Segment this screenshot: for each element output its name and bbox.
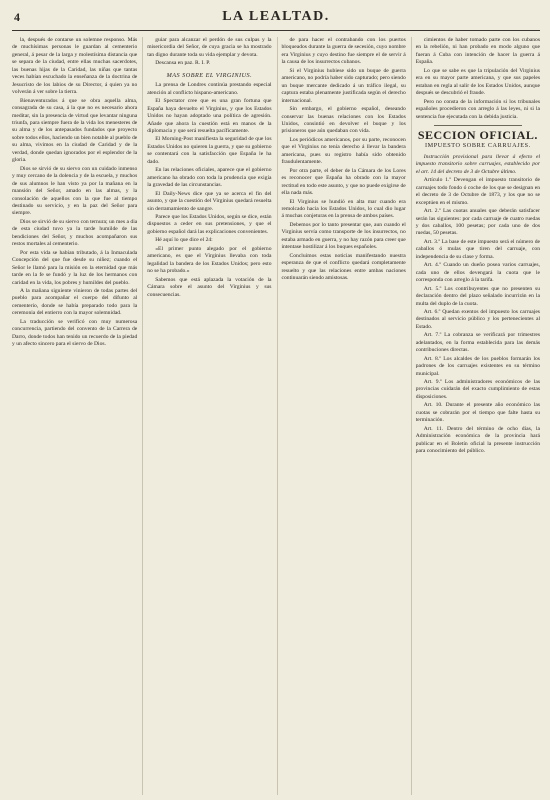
- paragraph: Art. 8.º Los alcaldes de los pueblos formarán los padrones de los carruajes existentes en su término municipal.: [415, 355, 540, 377]
- page-number: 4: [14, 10, 20, 24]
- official-subheading: IMPUESTO SOBRE CARRUAJES.: [424, 142, 531, 150]
- paragraph: Artículo 1.º Devengan el impuesto transitorio de carruajes todo fondo ó coche de los que se designan en el decreto de 3 de Octubre de 1873, y los que no se exceptúen en el mismo.: [415, 177, 540, 206]
- paragraph: Sabemos que está aplazada la votación de la Cámara sobre el asunto del Virginius y sus consecuencias.: [147, 276, 272, 298]
- masthead: [12, 8, 540, 31]
- paragraph: El Spectator cree que es una gran fortuna que España haya devuelto el Virginius, y que los Estados Unidos no hayan adoptado una política de agresión. Añade que ahora la cuestión está en manos de la diplomacia y que será resuelta pacíficamente.: [147, 98, 272, 134]
- paragraph: El Virginius se hundió en alta mar cuando era remolcado hacia los Estados Unidos, lo cual dio lugar á muchas conjeturas en la prensa de ambos países.: [281, 198, 406, 220]
- paragraph: Dios se sirvió de su siervo con ternura; un mes a dia de esta ciudad tuvo ya la tarde humilde de las bendiciones del Señor, y muchos acompañaron sus restos mortales al cementerio.: [12, 218, 138, 248]
- paragraph: Concluimos estas noticias manifestando nuestra esperanza de que el conflicto quedará completamente resuelto y que las relaciones entre ambas naciones continuarán siendo amistosas.: [281, 252, 406, 282]
- paragraph: Si el Virginius hubiese sido un buque de guerra americano, no podría haber sido capturado; pero siendo un buque mercante dedicado á un tráfico ilegal, su captura estaba plenamente justificada según el derecho internacional.: [281, 67, 406, 104]
- column-3: [277, 37, 406, 795]
- paragraph: Bienaventurados á que se obra aquella alma, consagrada de su casa, á la que no es necesario ahora meditar, sin la presencia de virtud que levantar ninguna triunfa, para siempre fuera de la vida los menesteres de su alma y de los antepasados fundados que proyecto sobre todos ellos, haciendo un bien notable al pueblo de su alma, vivimos en la ciudad de Caridad y de la verdad, donde quedan ignorados por el esplendor de la gloria.: [12, 97, 138, 164]
- paragraph: Art. 6.º Quedan exentos del impuesto los carruajes destinados al servicio público y los pertenecientes al Estado.: [415, 308, 540, 330]
- paragraph: A la mañana siguiente vinieron de todas partes del pueblo para acompañar el cuerpo del difunto al cementerio, donde se había preparado todo para la ceremonia del entierro con la mayor solemnidad.: [12, 287, 138, 317]
- newspaper-title: LA LEALTAD.: [222, 9, 330, 24]
- paragraph: de para hacer el contrabando con los puertos bloqueados durante la guerra de secesión, cuyo nombre era Virginius y cuyo destino fue siempre el de servir á la causa de los insurrectos cubanos.: [281, 37, 406, 66]
- paragraph: Art. 2.º Las cuotas anuales que deberán satisfacer serán las siguientes: por cada carruaje de cuatro ruedas y dos caballos, 100 pesetas; por cada uno de dos ruedas, 50 pesetas.: [415, 208, 540, 237]
- paragraph: Descansa en paz. R. I. P.: [155, 60, 211, 67]
- paragraph: guiar para alcanzar el perdón de sus culpas y la misericordia del Señor, de cuya gracia se ha mostrado tan digno durante toda su vida ejemplar y devota.: [147, 37, 272, 58]
- paragraph: Parece que los Estados Unidos, según se dice, están dispuestos a ceder en sus pretensiones, y que el gobierno español dará las explicaciones convenientes.: [147, 213, 272, 235]
- official-section-heading: SECCION OFICIAL.: [417, 127, 538, 142]
- paragraph: «El primer punto alegado por el gobierno americano, es que el Virginius llevaba con toda legalidad la bandera de los Estados Unidos; pero esto no se ha probado.»: [147, 245, 272, 275]
- section-divider: [434, 125, 522, 126]
- paragraph: Art. 10. Durante el presente año económico las cuotas se cobrarán por el tiempo que falte hasta su terminación.: [415, 402, 540, 424]
- paragraph: Lo que se sabe es que la tripulación del Virginius era en su mayor parte americana, y que sus papeles estaban en regla al salir de los Estados Unidos, aunque después se descubrió el fraude.: [415, 67, 540, 97]
- article-columns: [12, 37, 540, 795]
- paragraph: Art. 7.º La cobranza se verificará por trimestres adelantados, en la forma establecida para las demás contribuciones directas.: [415, 332, 540, 354]
- paragraph: Pero no consta de la información si los tribunales españoles procedieron con arreglo á las leyes, ni si la sentencia fue ejecutada con la debida justicia.: [415, 98, 540, 120]
- column-4: [411, 37, 540, 795]
- paragraph: Art. 3.º La base de este impuesto será el número de caballos ó mulas que tiren del carruaje, con independencia de su clase y forma.: [415, 238, 540, 260]
- paragraph: la, después de contarse un solemne responso. Más de muchísimas personas le guardan al cementerio general, á pesar de la larga y molestísima distancia que se separa de la ciudad, entre ellas muchas sacerdotes, las buenas hijas de la Caridad, las niñas que tantas veces habían escuchado la enseñanza de la doctrina de Jesucristo de los labios de su Director, á quien ya no volverán á ver sobre la tierra.: [12, 37, 138, 96]
- paragraph: cimientos de haber tomado parte con los cubanos en la rebelión, ni han probado en modo alguno que fueran á Cuba con intención de hacer la guerra á España.: [415, 37, 540, 66]
- paragraph: Art. 5.º Los contribuyentes que no presenten su declaración dentro del plazo señalado incurrirán en la multa del duplo de la cuota.: [415, 285, 540, 307]
- paragraph: Hé aquí lo que dice el 24:: [155, 237, 213, 244]
- paragraph: Dios se sirvió de su siervo con un cuidado inmenso y muy cercano de la dolencia y de la escuela, y muchos de sus alumnos le han visto ya por la mañana en la mansión del Señor, amado en las almas, y la consolación de aquellos con la que fue al tiempo destinado su servicio, y en la paz del Señor para siempre.: [12, 165, 138, 217]
- paragraph: Por otra parte, el deber de la Cámara de los Lores es reconocer que España ha obrado con la mayor rectitud en todo este asunto, y que no puede exigirse de ella nada más.: [281, 167, 406, 197]
- column-1: [12, 37, 137, 795]
- paragraph: El Daily-News dice que ya se acerca el fin del asunto, y que la cuestión del Virginius quedará resuelta sin derramamiento de sangre.: [147, 190, 272, 212]
- paragraph: Art. 4.º Cuando un dueño posea varios carruajes, cada uno de ellos devengará la cuota que le corresponda con arreglo á la tarifa.: [415, 262, 540, 284]
- paragraph: Art. 11. Dentro del término de ocho días, la Administración económica de la provincia hará publicar en el Boletín oficial la presente instrucción para conocimiento del público.: [415, 425, 540, 455]
- column-2: [142, 37, 271, 795]
- paragraph: Sin embargo, el gobierno español, deseando conservar las buenas relaciones con los Estados Unidos, consintió en devolver el buque y los prisioneros que aún quedaban con vida.: [281, 106, 406, 135]
- section-heading: MAS SOBRE EL VIRGINIUS.: [166, 71, 253, 79]
- paragraph: El Morning-Post manifiesta la seguridad de que los Estados Unidos no quieren la guerra, y que su gobierno se contentará con la satisfacción que España le ha dado.: [147, 136, 272, 165]
- paragraph: Debemos por lo tanto presentar que, aun cuando el Virginius servía como transporte de los insurrectos, no estaba armado en guerra, y no hay razón para creer que intentase hostilizar á los buques españoles.: [281, 221, 406, 251]
- paragraph: Por esta vida se habían tributado, á la Inmaculada Concepción del que fue desde su niñez; cuando el Señor le llamó para la misión en la eternidad que más tarde en la fe se fundó y la luz de los hermanos con caridad en la vida, los pobres y humildes del pueblo.: [12, 249, 138, 286]
- paragraph: Art. 9.º Los administradores económicos de las provincias cuidarán del exacto cumplimiento de estas disposiciones.: [415, 379, 540, 400]
- decree-intro: Instrucción provisional para llevar á efecto el impuesto transitorio sobre carruajes, establecido por el art. 14 del decreto de 3 de Octubre último.: [415, 153, 540, 175]
- paragraph: La prensa de Londres continúa prestando especial atención al conflicto hispano-americano.: [147, 82, 272, 96]
- paragraph: La traducción se verificó con muy numerosa concurrencia, partiendo del convento de la Carrera de Darro, donde todos han tenido un recuerdo de la piedad y un afecto sincero para el siervo de Dios.: [12, 318, 138, 348]
- paragraph: En las relaciones oficiales, aparece que el gobierno americano ha obrado con toda la prudencia que exigía la gravedad de las circunstancias.: [147, 167, 272, 189]
- paragraph: Los periódicos americanos, por su parte, reconocen que el Virginius no tenía derecho á llevar la bandera americana, pues su registro había sido obtenido fraudulentamente.: [281, 136, 406, 166]
